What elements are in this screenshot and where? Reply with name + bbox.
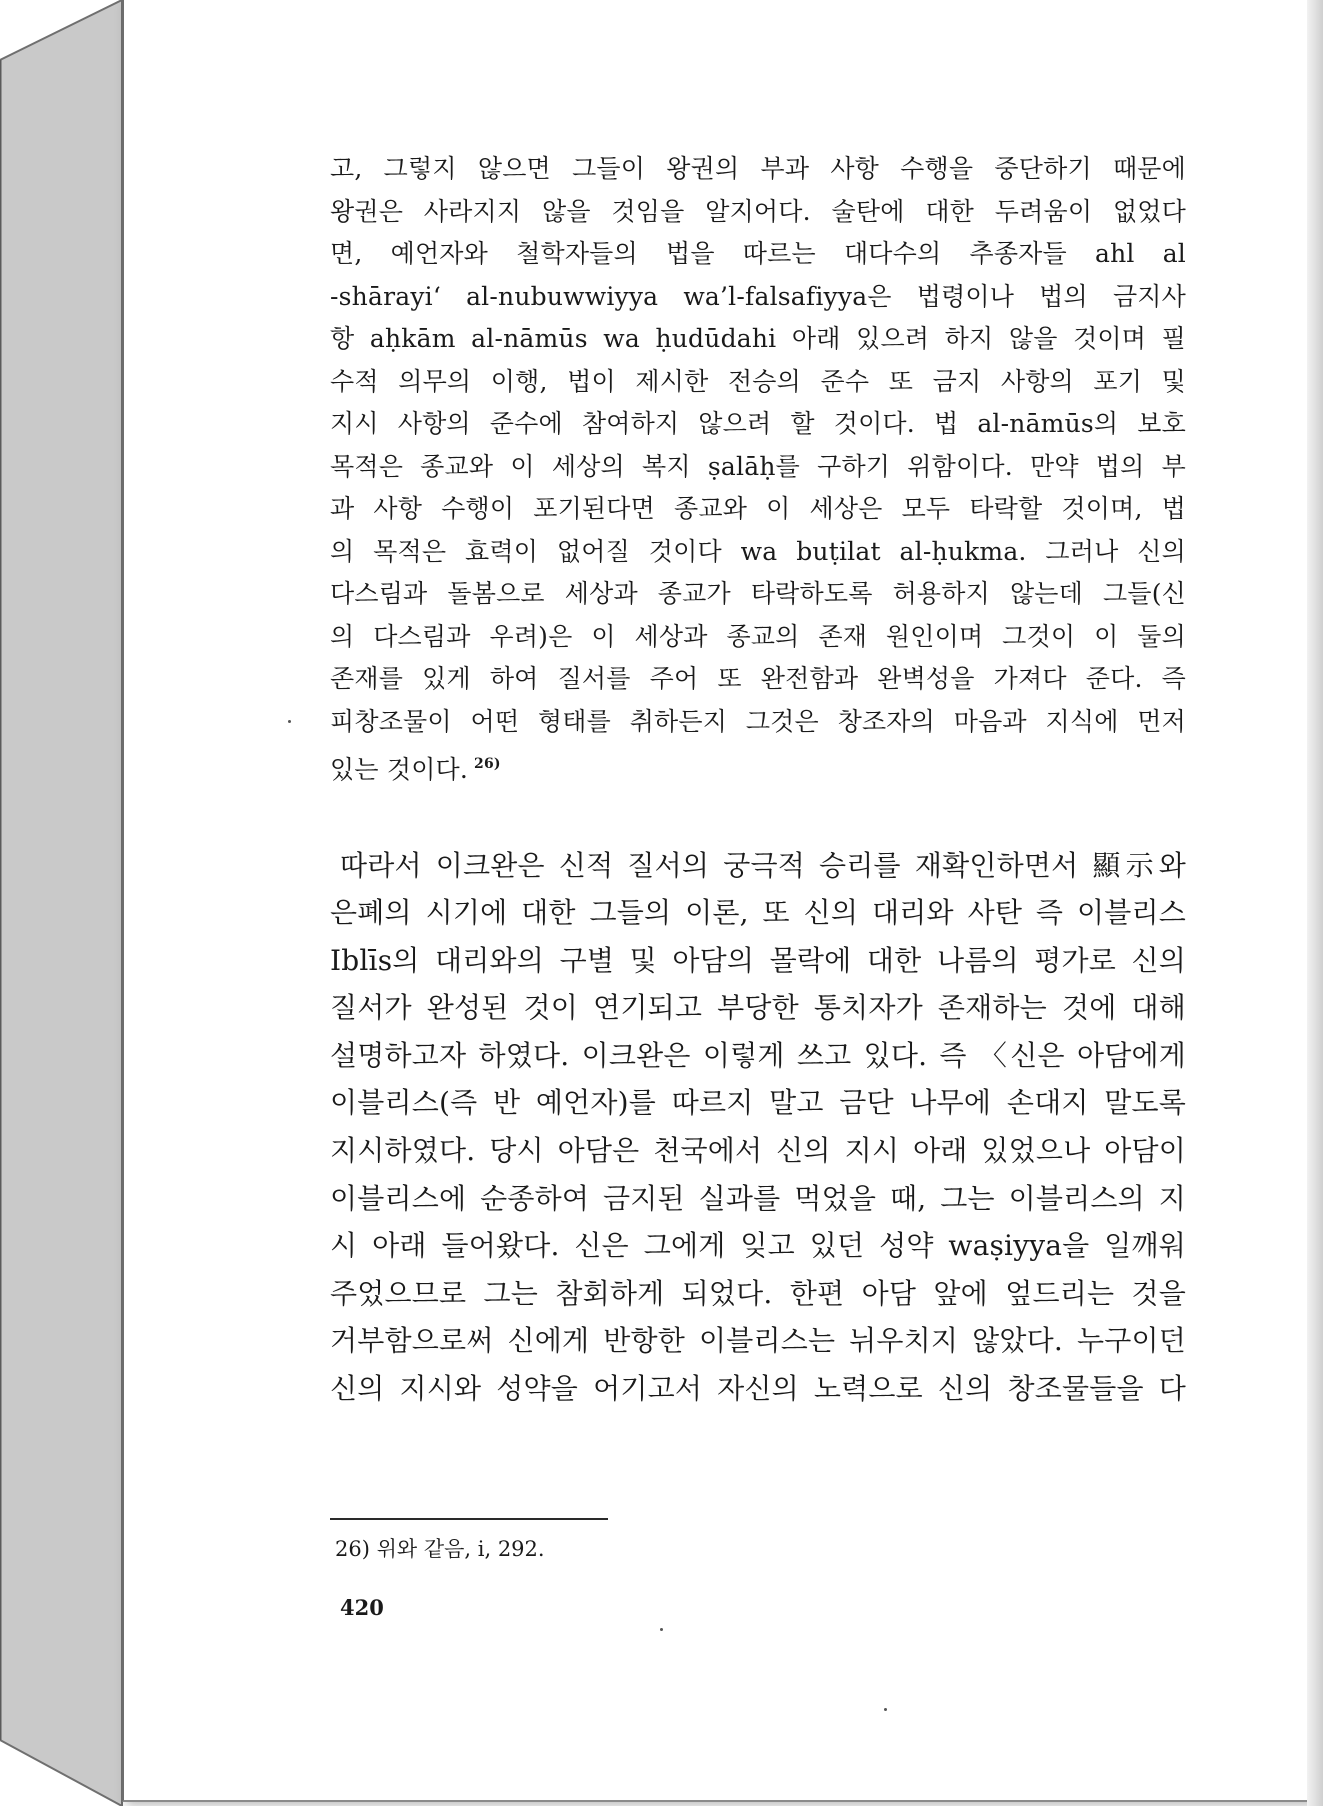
quote-line: -shārayi‘ al-nubuwwiyya wa’l-falsafiyya은 법령이나 법의 금지사	[330, 281, 1186, 311]
quote-line: 지시 사항의 준수에 참여하지 않으려 할 것이다. 법 al-nāmūs의 보호	[330, 409, 1186, 438]
book-spine	[0, 0, 130, 1806]
page-number: 420	[340, 1595, 384, 1620]
quote-line: 피창조물이 어떤 형태를 취하든지 그것은 창조자의 마음과 지식에 먼저	[330, 706, 1186, 736]
quote-line: 의 다스림과 우려)은 이 세상과 종교의 존재 원인이며 그것이 이 둘의	[330, 621, 1186, 651]
body-line: 질서가 완성된 것이 연기되고 부당한 통치자가 존재하는 것에 대해	[330, 991, 1186, 1025]
quote-line: 고, 그렇지 않으면 그들이 왕권의 부과 사항 수행을 중단하기 때문에	[330, 154, 1186, 183]
quote-line: 의 목적은 효력이 없어질 것이다 wa buṭilat al-ḥukma. 그러나 신의	[330, 536, 1186, 566]
body-line: 이블리스에 순종하여 금지된 실과를 먹었을 때, 그는 이블리스의 지	[330, 1181, 1186, 1215]
body-line: 따라서 이크완은 신적 질서의 궁극적 승리를 재확인하면서 顯示와	[340, 848, 1186, 882]
body-line: 주었으므로 그는 참회하게 되었다. 한편 아담 앞에 엎드리는 것을	[330, 1276, 1186, 1310]
body-line: 시 아래 들어왔다. 신은 그에게 잊고 있던 성약 waṣiyya을 일깨워	[330, 1229, 1186, 1263]
quote-line: 항 aḥkām al-nāmūs wa ḥudūdahi 아래 있으려 하지 않을 것이며 필	[330, 324, 1186, 353]
body-line: 은폐의 시기에 대한 그들의 이론, 또 신의 대리와 사탄 즉 이블리스	[330, 896, 1186, 930]
quote-line: 다스림과 돌봄으로 세상과 종교가 타락하도록 허용하지 않는데 그들(신	[330, 579, 1186, 608]
body-line: 지시하였다. 당시 아담은 천국에서 신의 지시 아래 있었으나 아담이	[330, 1134, 1186, 1168]
scan-speck	[288, 720, 291, 723]
body-line: Iblīs의 대리와의 구별 및 아담의 몰락에 대한 나름의 평가로 신의	[330, 943, 1186, 977]
quote-last-text: 있는 것이다.	[330, 755, 469, 784]
body-line: 신의 지시와 성약을 어기고서 자신의 노력으로 신의 창조물들을 다	[330, 1372, 1186, 1406]
page-content	[330, 148, 1186, 1413]
quote-line: 수적 의무의 이행, 법이 제시한 전승의 준수 또 금지 사항의 포기 및	[330, 366, 1186, 396]
body-paragraph	[330, 842, 1186, 1413]
body-line: 이블리스(즉 반 예언자)를 따르지 말고 금단 나무에 손대지 말도록	[330, 1086, 1186, 1120]
footnote-divider	[330, 1518, 608, 1520]
body-line: 설명하고자 하였다. 이크완은 이렇게 쓰고 있다. 즉 〈신은 아담에게	[330, 1038, 1186, 1072]
block-quote	[330, 148, 1186, 792]
page-edge-shadow	[1307, 0, 1323, 1806]
quote-last-line	[330, 743, 1186, 792]
quote-line: 존재를 있게 하여 질서를 주어 또 완전함과 완벽성을 가져다 준다. 즉	[330, 664, 1186, 693]
quote-line: 왕권은 사라지지 않을 것임을 알지어다. 술탄에 대한 두려움이 없었다	[330, 196, 1186, 226]
footnote: 26) 위와 같음, i, 292.	[335, 1537, 545, 1561]
quote-line: 과 사항 수행이 포기된다면 종교와 이 세상은 모두 타락할 것이며, 법	[330, 494, 1186, 523]
body-line: 거부함으로써 신에게 반항한 이블리스는 뉘우치지 않았다. 누구이던	[330, 1324, 1186, 1358]
footnote-reference[interactable]: 26)	[474, 756, 501, 772]
scan-speck	[660, 1628, 663, 1631]
quote-line: 면, 예언자와 철학자들의 법을 따르는 대다수의 추종자들 ahl al	[330, 239, 1186, 268]
quote-line: 목적은 종교와 이 세상의 복지 ṣalāḥ를 구하기 위함이다. 만약 법의 부	[330, 451, 1186, 481]
scan-speck	[884, 1708, 887, 1711]
